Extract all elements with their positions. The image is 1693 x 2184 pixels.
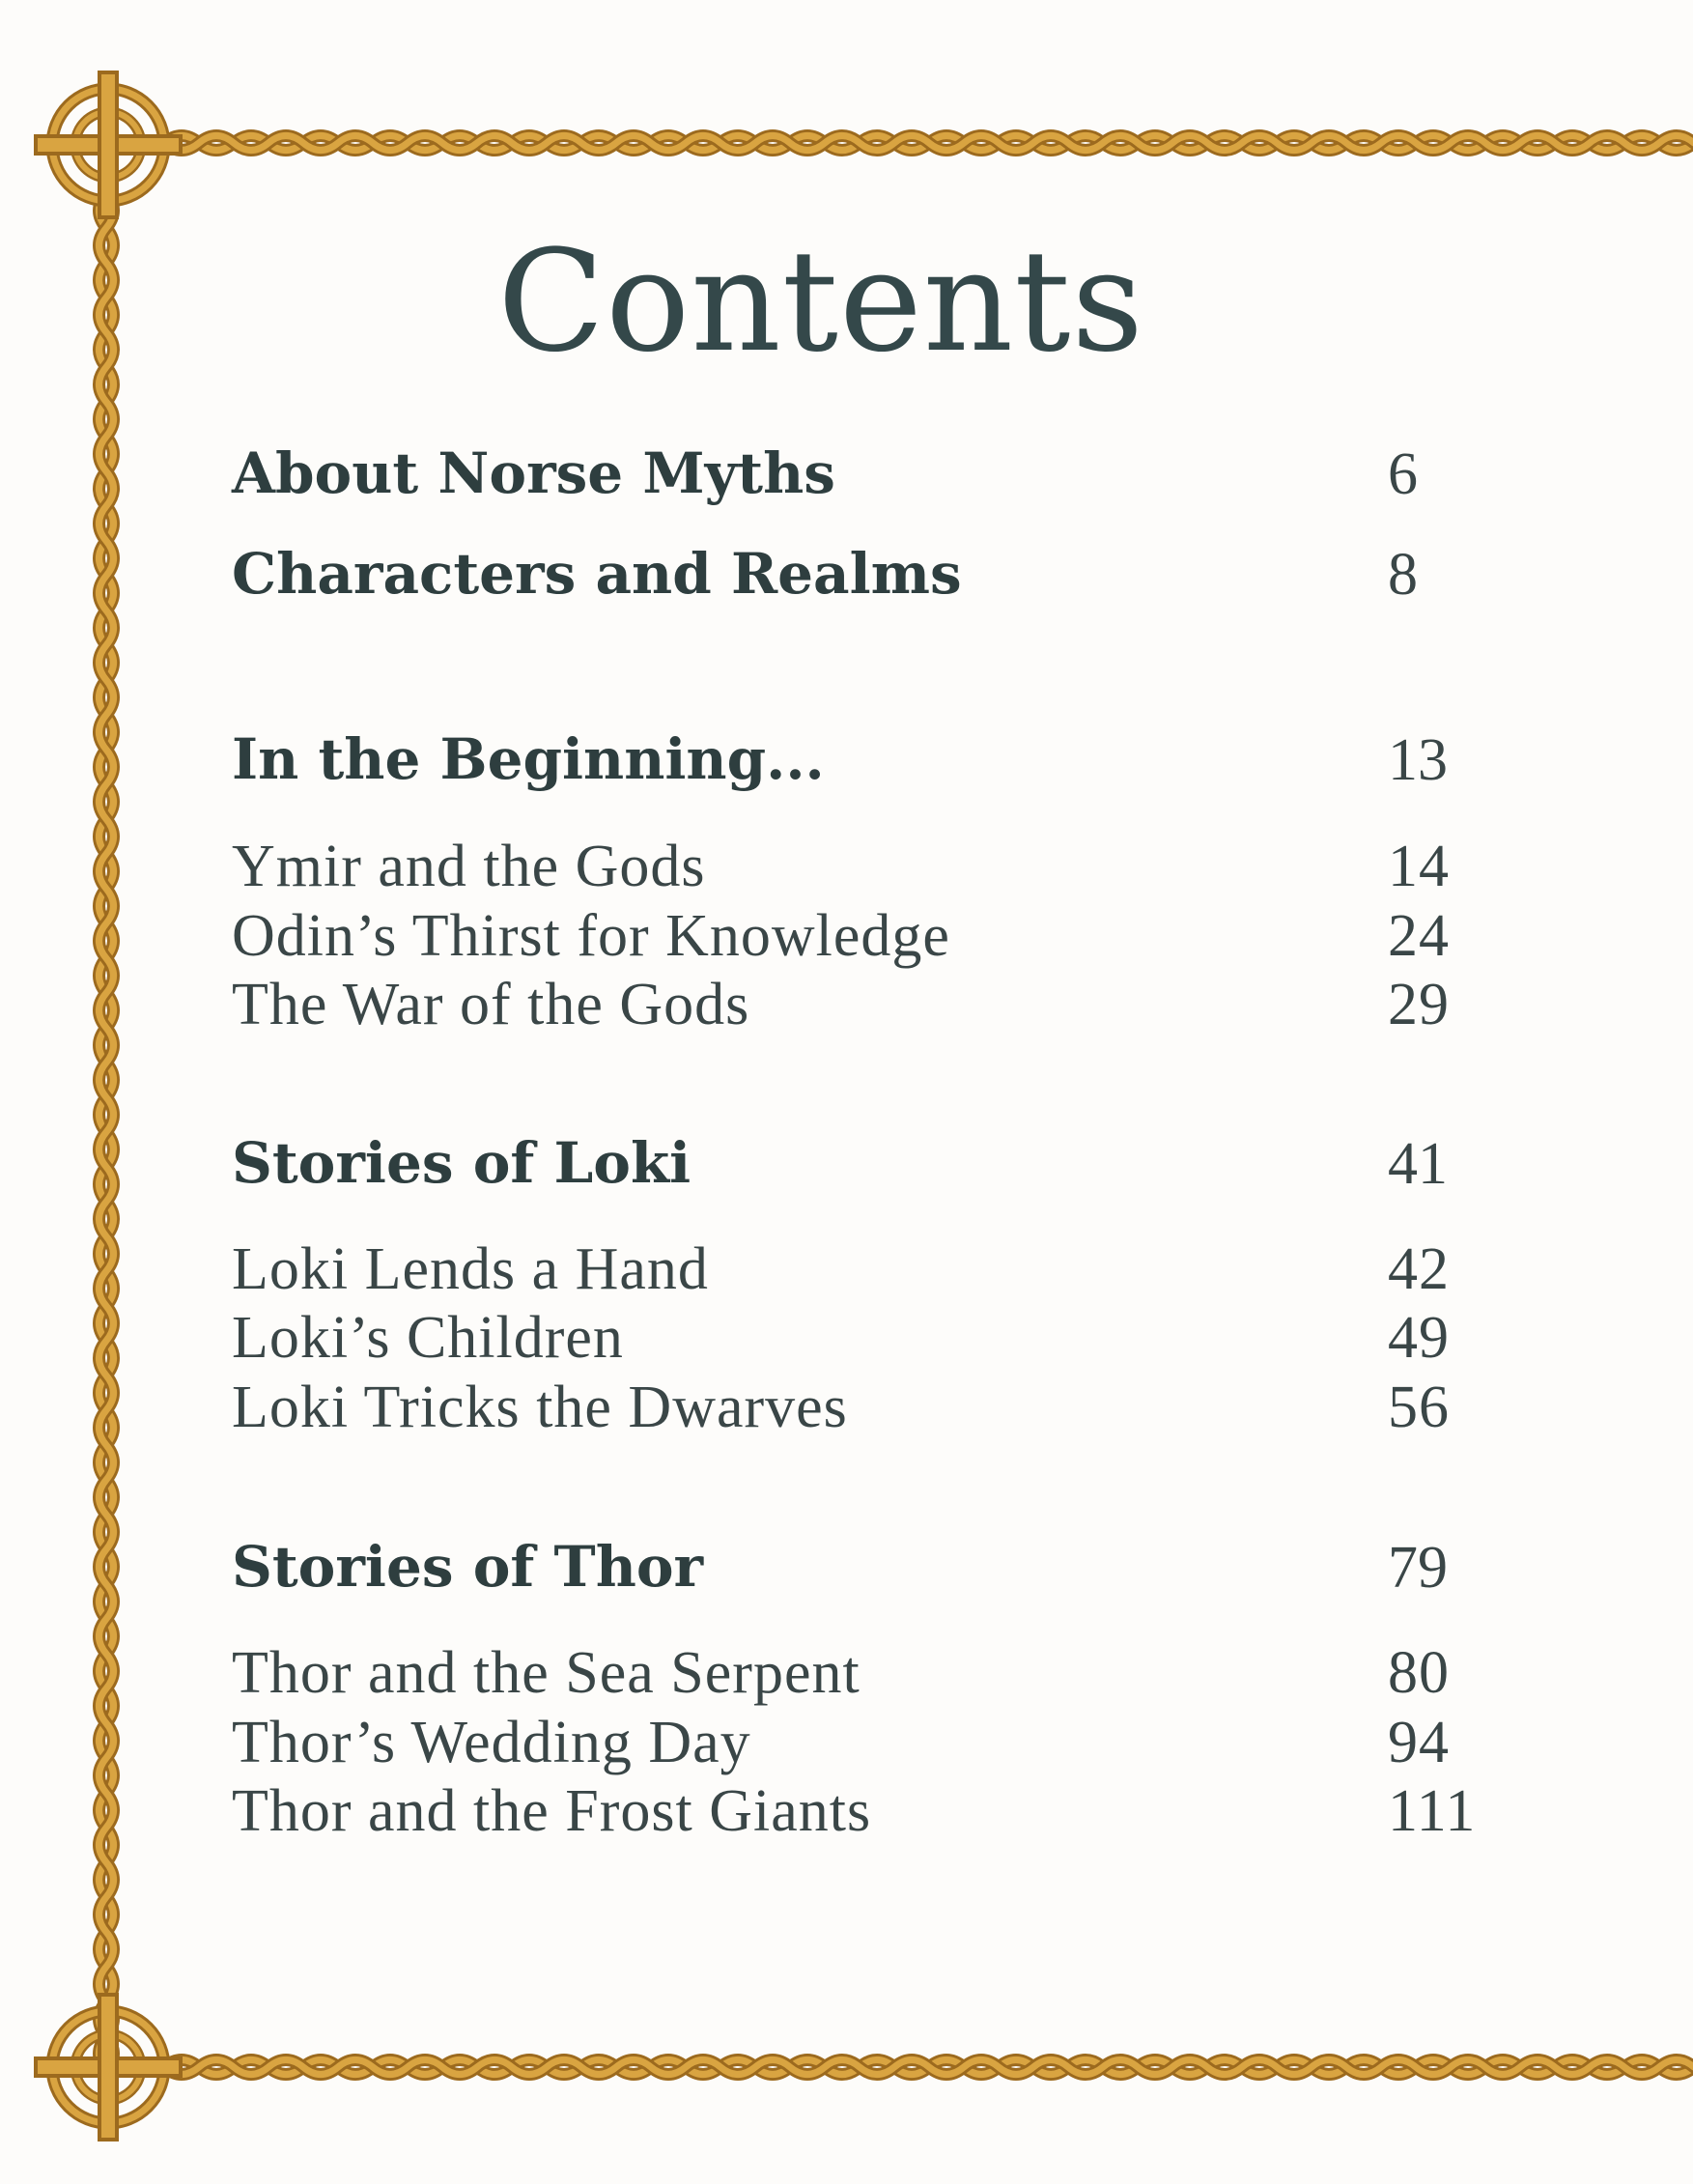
toc-page-number: 79 <box>1388 1535 1448 1601</box>
toc-page-number: 29 <box>1388 972 1450 1037</box>
toc-entry-label: Loki Lends a Hand <box>232 1236 709 1302</box>
toc-page-number: 111 <box>1388 1778 1477 1844</box>
toc-heading-label: Stories of Loki <box>232 1130 691 1196</box>
toc-page-number: 8 <box>1388 542 1418 608</box>
toc-page-number: 94 <box>1388 1710 1450 1775</box>
toc-entry[interactable] <box>232 971 1693 1040</box>
toc-heading-label: Stories of Thor <box>232 1534 704 1600</box>
toc-page-number: 24 <box>1388 903 1450 969</box>
toc-page-number: 42 <box>1388 1236 1450 1302</box>
toc-heading-thor[interactable] <box>232 1534 1693 1603</box>
page-title: Contents <box>497 220 1144 383</box>
toc-entry-label: Thor’s Wedding Day <box>232 1710 751 1775</box>
toc-page-number: 41 <box>1388 1131 1448 1197</box>
toc-entry[interactable] <box>232 833 1693 902</box>
toc-page-number: 13 <box>1388 727 1448 793</box>
toc-entry-label: Thor and the Frost Giants <box>232 1778 872 1844</box>
toc-entry-label: Loki Tricks the Dwarves <box>232 1375 848 1440</box>
toc-entry-label: Thor and the Sea Serpent <box>232 1640 861 1706</box>
toc-entry[interactable] <box>232 1374 1693 1443</box>
toc-entry-label: Loki’s Children <box>232 1305 624 1371</box>
toc-heading-about[interactable] <box>232 440 1693 510</box>
toc-entry-label: The War of the Gods <box>232 972 750 1037</box>
toc-heading-label: About Norse Myths <box>232 440 835 506</box>
toc-page-number: 49 <box>1388 1305 1450 1371</box>
toc-page-number: 56 <box>1388 1375 1450 1440</box>
toc-entry[interactable] <box>232 1709 1693 1778</box>
toc-heading-characters[interactable] <box>232 541 1693 610</box>
toc-entry-label: Odin’s Thirst for Knowledge <box>232 903 950 969</box>
toc-heading-label: Characters and Realms <box>232 541 962 607</box>
toc-page-number: 80 <box>1388 1640 1450 1706</box>
toc-entry[interactable] <box>232 1777 1693 1847</box>
toc-entry[interactable] <box>232 1235 1693 1305</box>
toc-entry[interactable] <box>232 902 1693 972</box>
toc-page-number: 6 <box>1388 441 1418 507</box>
toc-heading-loki[interactable] <box>232 1130 1693 1200</box>
toc-heading-label: In the Beginning... <box>232 726 825 792</box>
toc-page-number: 14 <box>1388 834 1450 899</box>
toc-heading-beginning[interactable] <box>232 726 1693 796</box>
toc-entry-label: Ymir and the Gods <box>232 834 706 899</box>
toc-entry[interactable] <box>232 1304 1693 1374</box>
toc-entry[interactable] <box>232 1639 1693 1709</box>
